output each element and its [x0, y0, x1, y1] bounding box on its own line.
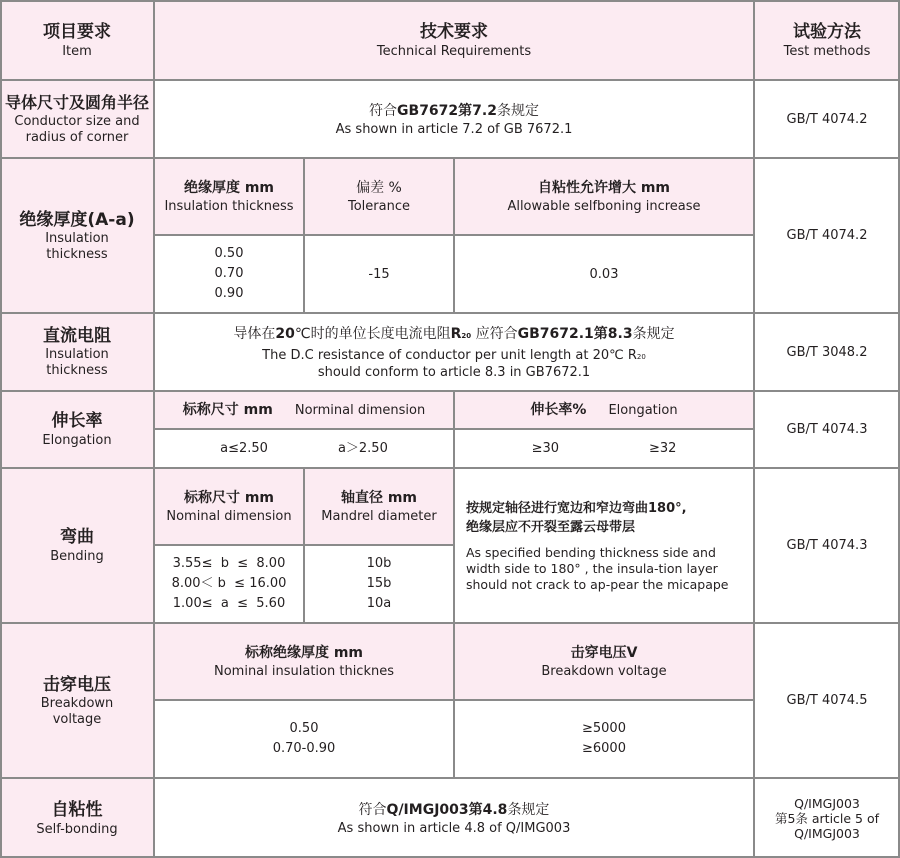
- breakdown-col1-zh: 标称绝缘厚度 mm: [244, 645, 364, 661]
- grid-line: [453, 623, 455, 778]
- insulation-test-value: GB/T 4074.2: [786, 228, 868, 243]
- elongation-dim-1: a≤2.50: [220, 441, 268, 456]
- resistance-name-en1: Insulation: [45, 347, 109, 362]
- header-tech-en: Technical Requirements: [376, 43, 532, 59]
- breakdown-thickness: [154, 700, 454, 778]
- header-item-en: Item: [62, 43, 92, 59]
- grid-line: [0, 312, 900, 314]
- insulation-increase-value: 0.03: [589, 266, 619, 282]
- elongation-col1-zh: 标称尺寸 mm: [182, 402, 273, 418]
- grid-line: [753, 0, 755, 858]
- header-test-en: Test methods: [783, 43, 871, 59]
- elongation-name-zh: 伸长率: [51, 411, 103, 431]
- bending-dims: [154, 545, 304, 623]
- breakdown-col1-en: Nominal insulation thicknes: [213, 664, 394, 679]
- grid-line: [303, 468, 305, 623]
- insulation-name-en1: Insulation: [45, 230, 109, 246]
- selfbonding-item: [0, 778, 154, 858]
- bending-mandrel: 10a: [366, 596, 392, 611]
- header-test-zh: 试验方法: [793, 21, 861, 42]
- bending-item: [0, 468, 154, 623]
- insulation-name-en2: thickness: [46, 246, 108, 262]
- resistance-test: [754, 313, 900, 391]
- insulation-col3-header: [454, 158, 754, 235]
- insulation-name-zh: 绝缘厚度(A-a): [19, 209, 135, 230]
- bending-dim: 1.00≤ a ≤ 5.60: [172, 596, 286, 611]
- elongation-name-en: Elongation: [42, 433, 112, 448]
- bending-col1-en: Nominal dimension: [166, 509, 292, 524]
- selfbonding-name-zh: 自粘性: [51, 799, 103, 820]
- grid-line: [453, 468, 455, 623]
- header-tech: [154, 0, 754, 80]
- insulation-col1-zh: 绝缘厚度 mm: [183, 180, 275, 196]
- insulation-value: 0.90: [214, 286, 244, 301]
- breakdown-thickness-1: 0.50: [289, 721, 319, 736]
- elongation-col2-en: Elongation: [608, 402, 678, 418]
- resistance-req: [154, 313, 754, 391]
- header-item: [0, 0, 154, 80]
- selfbonding-test-3: Q/IMGJ003: [794, 825, 860, 841]
- grid-line: [453, 391, 455, 468]
- bending-dim: 3.55≤ b ≤ 8.00: [172, 556, 286, 571]
- resistance-name-zh: 直流电阻: [43, 326, 111, 346]
- breakdown-item: [0, 623, 154, 778]
- insulation-values: [154, 235, 304, 313]
- bending-test-value: GB/T 4074.3: [786, 538, 868, 553]
- elongation-col2-header: [454, 391, 754, 429]
- grid-line: [0, 0, 2, 858]
- insulation-col1-en: Insulation thickness: [164, 199, 294, 214]
- conductor-test: [754, 80, 900, 158]
- breakdown-col2-en: Breakdown voltage: [541, 664, 667, 679]
- selfbonding-name-en: Self-bonding: [36, 821, 118, 837]
- bending-col1-header: [154, 468, 304, 545]
- conductor-req-en: As shown in article 7.2 of GB 7672.1: [335, 121, 573, 137]
- bending-col2-zh: 轴直径 mm: [340, 490, 418, 506]
- header-item-zh: 项目要求: [43, 21, 111, 42]
- bending-name-en: Bending: [50, 549, 104, 564]
- elongation-values: [454, 429, 754, 468]
- bending-test: [754, 468, 900, 623]
- bending-mandrel: 10b: [366, 556, 392, 571]
- selfbonding-req: [154, 778, 754, 858]
- conductor-name-zh: 导体尺寸及圆角半径: [4, 93, 149, 112]
- conductor-item: [0, 80, 154, 158]
- breakdown-voltage-1: ≥5000: [582, 721, 626, 736]
- grid-line: [0, 157, 900, 159]
- bending-description: [454, 468, 754, 623]
- grid-line: [0, 467, 900, 469]
- insulation-value: 0.70: [214, 266, 244, 281]
- bending-desc-en3: should not crack to ap-pear the micapape: [466, 576, 729, 592]
- grid-line: [0, 622, 900, 624]
- insulation-col2-en: Tolerance: [348, 199, 410, 214]
- bending-desc-zh2: 绝缘层应不开裂至露云母带层: [466, 519, 636, 535]
- selfbonding-req-zh: 符合Q/IMGJ003第4.8条规定: [358, 801, 550, 818]
- selfbonding-test-1: Q/IMGJ003: [794, 795, 860, 811]
- insulation-value: 0.50: [214, 246, 244, 261]
- insulation-tolerance: [304, 235, 454, 313]
- grid-line: [303, 158, 305, 313]
- bending-col2-header: [304, 468, 454, 545]
- conductor-name-en2: radius of corner: [25, 130, 129, 145]
- breakdown-col2-zh: 击穿电压V: [570, 645, 638, 661]
- insulation-col3-zh: 自粘性允许增大 mm: [537, 180, 671, 196]
- insulation-col1-header: [154, 158, 304, 235]
- resistance-req-en1: The D.C resistance of conductor per unit length at 20℃ R20: [262, 347, 646, 363]
- breakdown-name-zh: 击穿电压: [43, 674, 111, 695]
- selfbonding-test-2: 第5条 article 5 of: [774, 810, 880, 826]
- bending-mandrel: 15b: [366, 576, 392, 591]
- resistance-req-zh: 导体在20℃时的单位长度电流电阻R20 应符合GB7672.1第8.3条规定: [233, 325, 675, 342]
- elongation-value-2: ≥32: [649, 441, 677, 456]
- grid-line: [0, 390, 900, 392]
- insulation-increase: [454, 235, 754, 313]
- bending-col2-en: Mandrel diameter: [321, 509, 437, 524]
- breakdown-name-en1: Breakdown: [40, 695, 114, 711]
- bending-dim: 8.00＜ b ≤ 16.00: [171, 576, 287, 591]
- conductor-test-value: GB/T 4074.2: [786, 111, 868, 127]
- bending-col1-zh: 标称尺寸 mm: [183, 490, 275, 506]
- selfbonding-req-en: As shown in article 4.8 of Q/IMG003: [337, 820, 571, 836]
- breakdown-name-en2: voltage: [52, 711, 102, 727]
- resistance-test-value: GB/T 3048.2: [786, 344, 868, 360]
- selfbonding-test: [754, 778, 900, 858]
- elongation-dims: [154, 429, 454, 468]
- conductor-req-zh: 符合GB7672第7.2条规定: [369, 102, 539, 119]
- elongation-test-value: GB/T 4074.3: [786, 422, 868, 437]
- breakdown-thickness-2: 0.70-0.90: [272, 741, 336, 756]
- resistance-item: [0, 313, 154, 391]
- insulation-col2-zh: 偏差 %: [356, 180, 402, 196]
- bending-desc-en2: width side to 180° , the insula-tion layer: [466, 560, 718, 576]
- breakdown-voltage-2: ≥6000: [582, 741, 626, 756]
- breakdown-col2-header: [454, 623, 754, 700]
- insulation-item: [0, 158, 154, 313]
- breakdown-test-value: GB/T 4074.5: [786, 693, 868, 708]
- insulation-col3-en: Allowable selfboning increase: [507, 199, 701, 214]
- grid-line: [0, 0, 900, 2]
- elongation-item: [0, 391, 154, 468]
- resistance-req-en2: should conform to article 8.3 in GB7672.1: [317, 364, 591, 380]
- breakdown-test: [754, 623, 900, 778]
- insulation-tolerance-value: -15: [368, 266, 390, 282]
- bending-mandrels: [304, 545, 454, 623]
- elongation-test: [754, 391, 900, 468]
- elongation-col1-header: [154, 391, 454, 429]
- elongation-dim-2: a＞2.50: [337, 441, 388, 456]
- resistance-name-en2: thickness: [46, 363, 108, 378]
- elongation-col1-en: Norminal dimension: [294, 402, 426, 418]
- conductor-name-en1: Conductor size and: [14, 114, 140, 129]
- bending-desc-zh1: 按规定轴径进行宽边和窄边弯曲180°,: [466, 500, 687, 516]
- insulation-test: [754, 158, 900, 313]
- header-test: [754, 0, 900, 80]
- bending-desc-en1: As specified bending thickness side and: [466, 544, 716, 560]
- breakdown-voltage: [454, 700, 754, 778]
- grid-line: [0, 777, 900, 779]
- grid-line: [153, 0, 155, 858]
- elongation-value-1: ≥30: [531, 441, 559, 456]
- breakdown-col1-header: [154, 623, 454, 700]
- insulation-col2-header: [304, 158, 454, 235]
- elongation-col2-zh: 伸长率%: [530, 402, 587, 418]
- grid-line: [453, 158, 455, 313]
- conductor-req: [154, 80, 754, 158]
- header-tech-zh: 技术要求: [420, 21, 488, 42]
- bending-name-zh: 弯曲: [60, 527, 94, 547]
- grid-line: [0, 79, 900, 81]
